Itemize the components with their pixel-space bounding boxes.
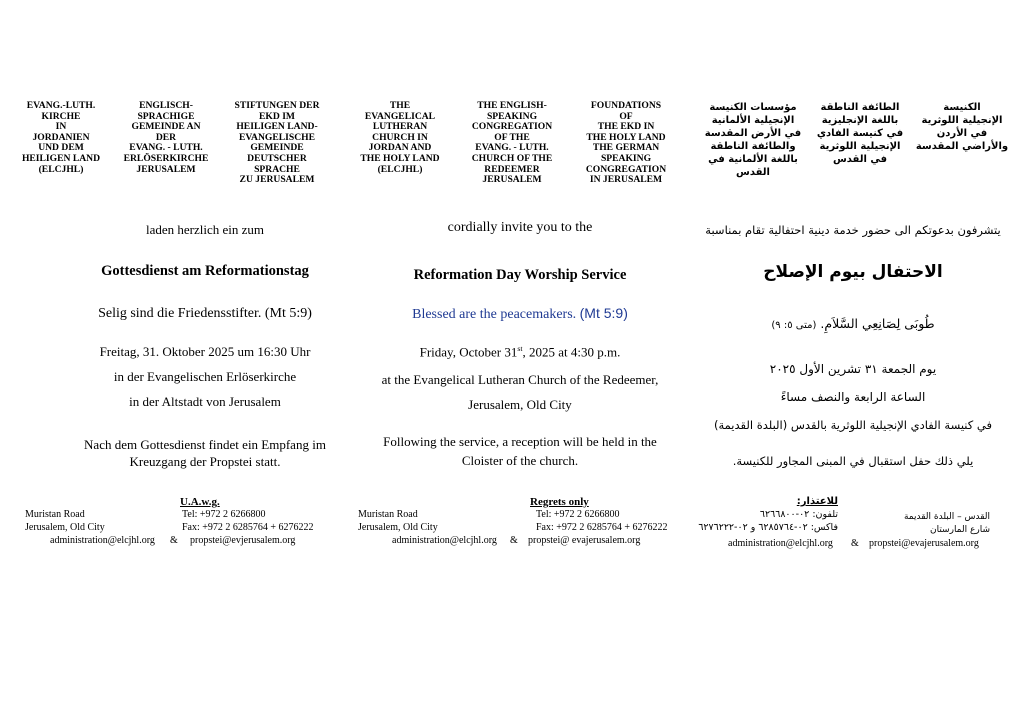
english-date-pre: Friday, October 31 [419,344,518,360]
header-col-ekd-foundations-en [574,101,678,186]
header-line: في الأرض المقدسة [704,128,802,139]
english-rsvp: Regrets only [530,496,589,508]
german-tel: Tel: +972 2 6266800 [182,509,266,520]
english-email-amp: & [510,535,518,546]
arabic-fax: فاكس: ٠٢-٦٢٨٥٧٦٤ و ٠٢-٦٢٧٦٢٢٢ [698,522,838,533]
header-line: الإنجيلية اللوثرية [921,115,1003,126]
header-line: GEMEINDE [250,142,304,154]
header-col-english-congregation-ar [812,101,908,166]
english-fax: Fax: +972 2 6285764 + 6276222 [536,522,668,533]
header-line: UND DEM [38,142,84,154]
arabic-verse-text: طُوبَى لِصَانِعِي السَّلاَمِ. [820,316,935,331]
arabic-time: الساعة الرابعة والنصف مساءً [780,390,926,404]
arabic-rsvp: للاعتذار: [796,496,838,507]
header-line: HEILIGEN LAND- [236,121,318,133]
german-place-line1: in der Evangelischen Erlöserkirche [113,369,297,384]
arabic-place: في كنيسة الفادي الإنجيلية اللوثرية بالقدس (البلدة القديمة) [714,418,992,432]
english-address-line2: Jerusalem, Old City [358,522,438,533]
header-line: SPRACHE [254,163,300,175]
header-line: EKD IM [259,110,295,122]
header-line: في القدس [832,154,888,165]
header-line: الإنجيلية اللوثرية [819,141,901,152]
german-place-line2: in der Altstadt von Jerusalem [129,394,281,409]
header-line: الطائفة الناطقة [820,102,900,113]
arabic-tel: تلفون: ٠٢-٦٢٦٦٨٠٠ [759,509,838,520]
header-line: THE HOLY LAND [586,131,666,143]
header-line: DER [155,131,177,143]
german-email-amp: & [170,535,178,546]
header-line: JERUSALEM [482,174,542,186]
header-line: GEMEINDE AN [131,121,201,133]
german-date: Freitag, 31. Oktober 2025 um 16:30 Uhr [99,344,311,359]
header-line: (ELCJHL) [38,163,84,175]
header-line: FOUNDATIONS [590,100,662,111]
header-line: مؤسسات الكنيسة [709,102,797,113]
english-place-line1: at the Evangelical Lutheran Church of the Redeemer, [381,372,659,387]
header-line: REDEEMER [484,163,540,175]
english-email-propstei[interactable]: propstei@ evajerusalem.org [528,535,641,546]
header-line: الكنيسة [943,102,981,113]
header-line: IN [55,121,67,133]
header-line: CHURCH OF THE [471,152,553,164]
header-line: EVANGELISCHE [238,131,316,143]
header-line: (ELCJHL) [377,163,423,175]
header-line: THE [389,100,411,111]
header-line: CONGREGATION [471,121,553,133]
header-line: في كنيسة الفادي [816,128,904,139]
arabic-address-line1: القدس – البلدة القديمة [903,512,990,522]
header-line: LUTHERAN [372,121,428,133]
header-line: KIRCHE [41,110,81,122]
english-place-line2: Jerusalem, Old City [468,397,572,412]
arabic-email-propstei[interactable]: propstei@evajerusalem.org [869,538,979,549]
header-line: STIFTUNGEN DER [234,100,320,111]
header-col-elcjhl-en [350,101,450,175]
header-line: في الأردن [936,128,988,139]
header-col-elcjhl-de [14,101,108,175]
german-email-propstei[interactable]: propstei@evjerusalem.org [190,535,296,546]
header-line: ENGLISCH- [139,100,193,111]
header-line: THE HOLY LAND [360,152,440,164]
header-line: THE EKD IN [597,121,655,133]
english-date-sup: st [517,344,523,353]
header-line: EVANG. - LUTH. [475,142,549,154]
header-col-english-congregation-de [116,101,216,175]
arabic-verse-ref: (متى ٥: ٩) [771,320,817,331]
english-reception-line2: Cloister of the church. [461,453,579,468]
english-address-line1: Muristan Road [358,509,418,520]
english-verse [340,305,700,323]
german-address-line1: Muristan Road [25,509,85,520]
header-line: DEUTSCHER [247,152,307,164]
header-line: ZU JERUSALEM [239,174,315,186]
header-line: JORDANIEN [32,131,90,143]
arabic-email-amp: & [851,538,859,549]
header-col-ekd-foundations-ar [700,101,806,179]
header-line: JORDAN AND [368,142,432,154]
header-line: THE GERMAN [592,142,660,154]
arabic-date: يوم الجمعة ٣١ تشرين الأول ٢٠٢٥ [769,362,937,376]
arabic-title: الاحتفال بيوم الإصلاح [763,262,943,282]
header-line: IN JERUSALEM [589,174,663,186]
header-line: OF THE [494,131,530,143]
german-reception-line1: Nach dem Gottesdienst findet ein Empfang im [84,437,326,452]
header-line: SPEAKING [486,110,538,122]
english-verse-text: Blessed are the peacemakers. [412,307,577,322]
header-line: OF [619,110,633,122]
header-line: EVANGELICAL [364,110,436,122]
german-title: Gottesdienst am Reformationstag [101,263,309,279]
english-date [340,344,700,360]
header-line: SPRACHIGE [137,110,195,122]
header-line: باللغة الإنجليزية [821,115,899,126]
german-reception-line2: Kreuzgang der Propstei statt. [129,454,281,469]
header-line: SPEAKING [600,152,652,164]
header-line: HEILIGEN LAND [21,152,101,164]
header-col-elcjhl-ar [912,101,1012,153]
german-invite: laden herzlich ein zum [145,222,265,237]
header-line: باللغة الألمانية في القدس [708,154,798,178]
english-title: Reformation Day Worship Service [413,267,627,283]
english-email-admin[interactable]: administration@elcjhl.org [392,535,497,546]
header-col-ekd-foundations-de [222,101,332,186]
english-invite: cordially invite you to the [447,220,593,235]
header-line: JERUSALEM [136,163,196,175]
german-rsvp: U.A.w.g. [180,496,220,508]
header-line: والطائفة الناطقة [710,141,796,152]
header-line: CHURCH IN [372,131,428,143]
german-email-admin[interactable]: administration@elcjhl.org [50,535,155,546]
arabic-email-admin[interactable]: administration@elcjhl.org [728,538,833,549]
header-line: ERLÖSERKIRCHE [123,152,209,164]
arabic-reception: يلي ذلك حفل استقبال في المبنى المجاور للكنيسة. [732,454,974,468]
header-line: والأراضي المقدسة [915,141,1009,152]
german-verse: Selig sind die Friedensstifter. (Mt 5:9) [98,306,312,321]
header-line: الإنجيلية الألمانية [711,115,795,126]
english-reception-line1: Following the service, a reception will be held in the [383,434,657,449]
arabic-verse [694,316,1012,331]
header-line: CONGREGATION [585,163,667,175]
german-address-line2: Jerusalem, Old City [25,522,105,533]
header-line: EVANG. - LUTH. [129,142,203,154]
english-tel: Tel: +972 2 6266800 [536,509,620,520]
arabic-invite: يتشرفون بدعوتكم الى حضور خدمة دينية احتفالية تقام بمناسبة [705,223,1001,237]
english-verse-ref: (Mt 5:9) [579,305,628,321]
header-col-english-congregation-en [460,101,564,186]
german-fax: Fax: +972 2 6285764 + 6276222 [182,522,314,533]
arabic-address-line2: شارع المارستان [929,525,990,535]
header-line: THE ENGLISH- [477,100,547,111]
header-line: EVANG.-LUTH. [26,100,96,111]
english-date-post: , 2025 at 4:30 p.m. [522,344,621,360]
